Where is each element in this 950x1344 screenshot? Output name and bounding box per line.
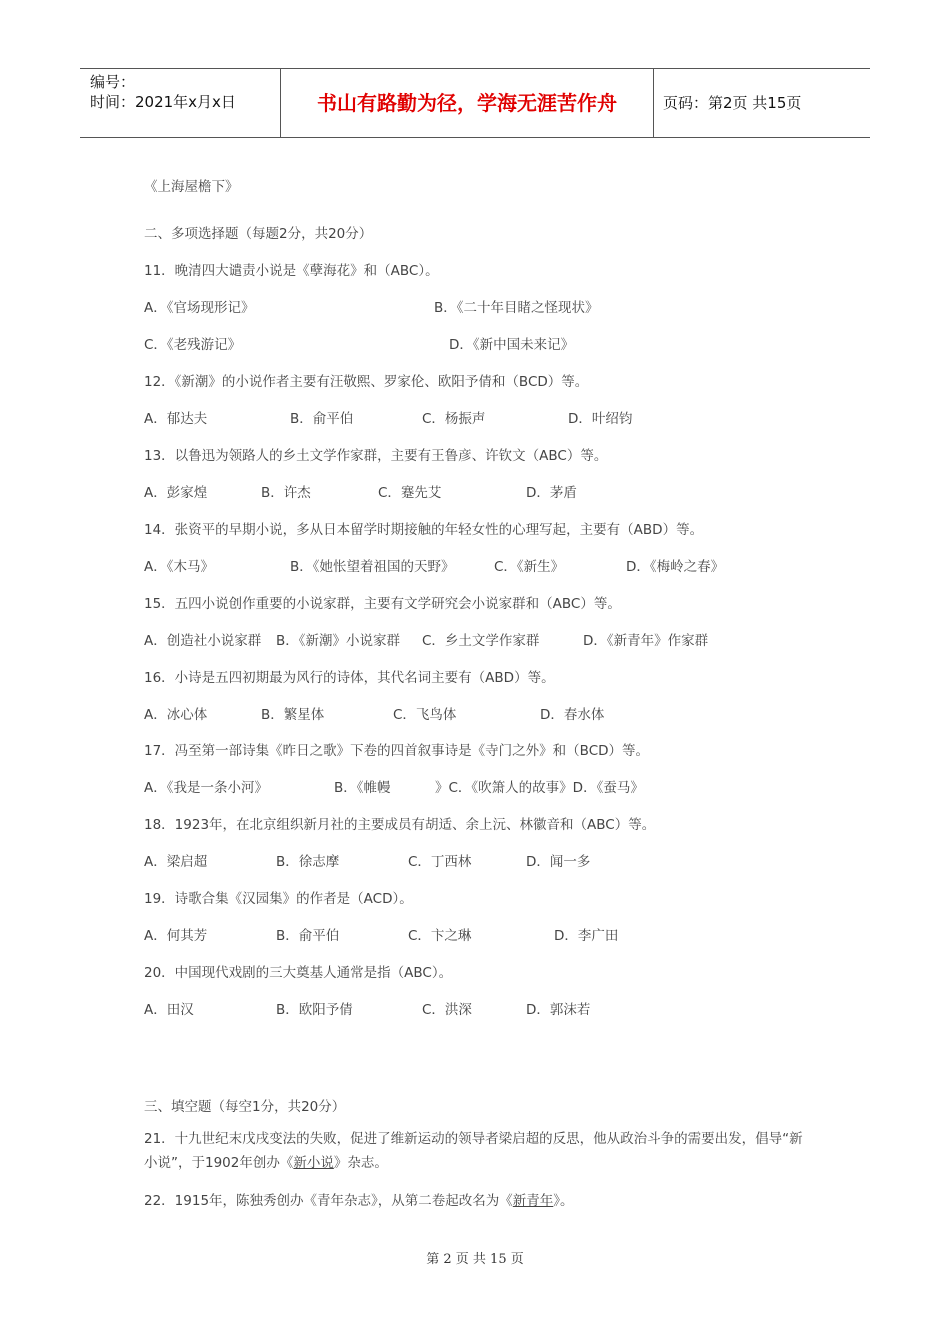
q18-option-a: A．梁启超 [144,854,208,870]
q17-option-a: A．《我是一条小河》 [144,780,268,796]
header-page-label: 页码：第2页 共15页 [663,94,802,112]
number-label: 编号： [90,73,136,91]
q19-option-d: D．李广田 [554,928,619,944]
q11-option-c: C．《老残游记》 [144,337,242,353]
top-fragment: 《上海屋檐下》 [144,179,239,195]
q13-option-c: C．蹇先艾 [378,485,442,501]
q12-option-c: C．杨振声 [422,411,486,427]
q18-option-c: C．丁西林 [408,854,472,870]
page-header [80,68,870,138]
q12-option-d: D．叶绍钧 [568,411,633,427]
q19-option-c: C．卞之琳 [408,928,472,944]
question-12-stem: 12．《新潮》的小说作者主要有汪敬熙、罗家伦、欧阳予倩和（BCD）等。 [144,374,589,390]
q21-text-after: 》杂志。 [333,1155,388,1171]
question-17-stem: 17．冯至第一部诗集《昨日之歌》下卷的四首叙事诗是《寺门之外》和（BCD）等。 [144,743,650,759]
question-22 [144,1189,804,1213]
q19-option-b: B．俞平伯 [276,928,340,944]
q14-option-d: D．《梅岭之春》 [626,559,725,575]
q16-option-b: B．繁星体 [261,707,325,723]
q15-option-b: B．《新潮》小说家群 [276,633,401,649]
q15-option-a: A．创造社小说家群 [144,633,262,649]
q17-option-b: B．《帷幔 [334,780,391,796]
question-18-stem: 18．1923年，在北京组织新月社的主要成员有胡适、余上沅、林徽音和（ABC）等。 [144,817,656,833]
q14-option-a: A．《木马》 [144,559,214,575]
q18-option-b: B．徐志摩 [276,854,340,870]
question-20-stem: 20．中国现代戏剧的三大奠基人通常是指（ABC）。 [144,965,453,981]
q13-option-a: A．彭家煌 [144,485,208,501]
section2-title: 二、多项选择题（每题2分，共20分） [144,226,373,242]
page-footer: 第 2 页 共 15 页 [426,1252,524,1267]
question-15-stem: 15．五四小说创作重要的小说家群，主要有文学研究会小说家群和（ABC）等。 [144,596,621,612]
q11-option-b: B．《二十年目睹之怪现状》 [434,300,599,316]
q13-option-d: D．茅盾 [526,485,577,501]
question-13-stem: 13．以鲁迅为领路人的乡土文学作家群，主要有王鲁彦、许钦文（ABC）等。 [144,448,608,464]
header-motto: 书山有路勤为径，学海无涯苦作舟 [281,69,654,137]
q16-option-a: A．冰心体 [144,707,208,723]
time-label: 时间：2021年x月x日 [90,93,236,111]
question-14-stem: 14．张资平的早期小说，多从日本留学时期接触的年轻女性的心理写起，主要有（ABD）等。 [144,522,704,538]
question-19-stem: 19．诗歌合集《汉园集》的作者是（ACD）。 [144,891,413,907]
q16-option-d: D．春水体 [540,707,605,723]
q15-option-c: C．乡土文学作家群 [422,633,540,649]
q20-option-b: B．欧阳予倩 [276,1002,353,1018]
q19-option-a: A．何其芳 [144,928,208,944]
q13-option-b: B．许杰 [261,485,311,501]
q15-option-d: D．《新青年》作家群 [583,633,709,649]
q20-option-d: D．郭沫若 [526,1002,591,1018]
q11-option-a: A．《官场现形记》 [144,300,255,316]
question-16-stem: 16．小诗是五四初期最为风行的诗体，其代名词主要有（ABD）等。 [144,670,555,686]
q14-option-b: B．《她怅望着祖国的天野》 [290,559,455,575]
q17-option-cd: 》C．《吹箫人的故事》D．《蚕马》 [435,780,644,796]
section3-title: 三、填空题（每空1分，共20分） [144,1099,346,1115]
header-meta [80,69,281,137]
q21-answer: 新小说 [293,1155,334,1171]
q22-text-before: 22．1915年，陈独秀创办《青年杂志》，从第二卷起改名为《 [144,1193,513,1209]
q12-option-a: A．郁达夫 [144,411,208,427]
q16-option-c: C．飞鸟体 [393,707,457,723]
q14-option-c: C．《新生》 [494,559,565,575]
question-21 [144,1127,804,1175]
q22-answer: 新青年 [512,1193,554,1209]
q21-text-before: 21．十九世纪末戊戌变法的失败，促进了维新运动的领导者梁启超的反思，他从政治斗争的需要出发，倡导“新小说”，于1902年创办《 [144,1131,803,1171]
q11-option-d: D．《新中国未来记》 [449,337,575,353]
q22-text-after: 》。 [553,1193,574,1209]
q18-option-d: D．闻一多 [526,854,591,870]
question-11-stem: 11．晚清四大谴责小说是《孽海花》和（ABC）。 [144,263,439,279]
q12-option-b: B．俞平伯 [290,411,354,427]
q20-option-c: C．洪深 [422,1002,472,1018]
q20-option-a: A．田汉 [144,1002,194,1018]
